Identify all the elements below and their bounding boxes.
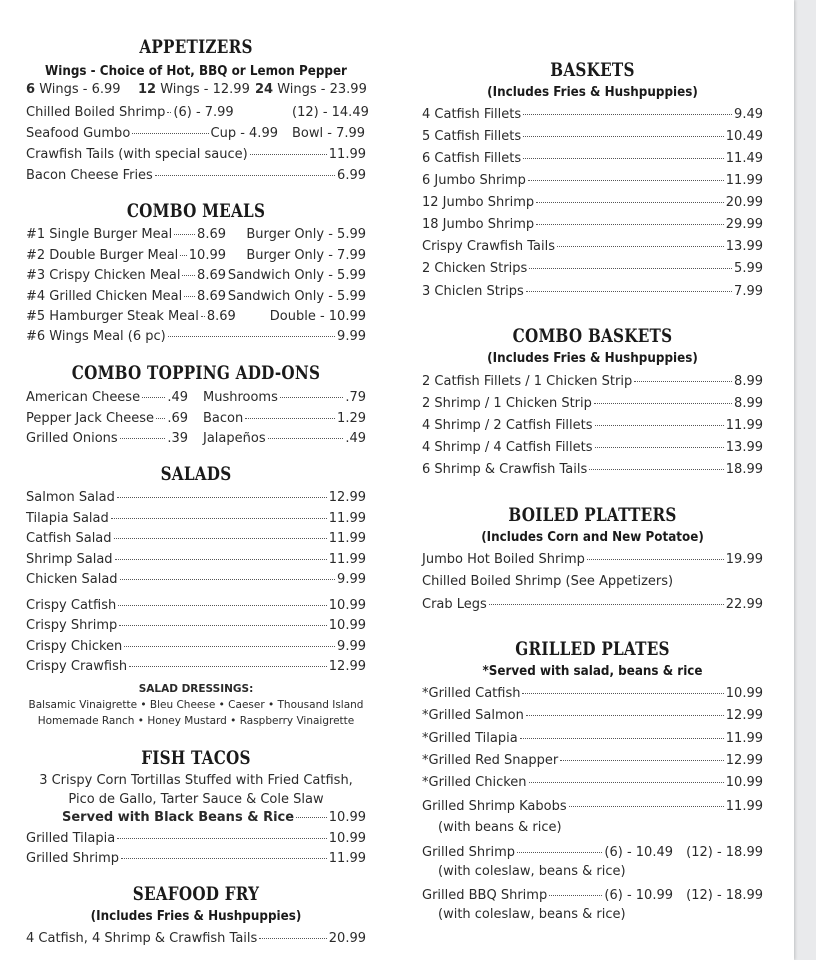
- menu-item: Grilled Shrimp (6) - 10.49: [422, 845, 673, 860]
- dressings-title: SALAD DRESSINGS:: [138, 683, 254, 695]
- menu-item: Crispy Crawfish Tails 13.99: [422, 239, 763, 254]
- menu-item: Seafood Gumbo Cup - 4.99: [26, 126, 278, 141]
- menu-item: *Grilled Salmon 12.99: [422, 708, 763, 723]
- menu-item: *Grilled Tilapia 11.99: [422, 731, 763, 746]
- grilled-plates-subtitle: *Served with salad, beans & rice: [482, 664, 703, 679]
- menu-item: 4 Shrimp / 4 Catfish Fillets 13.99: [422, 440, 763, 455]
- menu-item: American Cheese .49: [26, 390, 188, 405]
- menu-item-price-alt: (12) - 18.99: [686, 888, 763, 903]
- menu-item-note: (with coleslaw, beans & rice): [438, 864, 626, 879]
- grilled-plates-heading: GRILLED PLATES: [515, 638, 670, 660]
- menu-item: Jumbo Hot Boiled Shrimp 19.99: [422, 552, 763, 567]
- menu-item: 4 Catfish Fillets 9.49: [422, 107, 763, 122]
- menu-item: Mushrooms .79: [203, 390, 366, 405]
- baskets-subtitle: (Includes Fries & Hushpuppies): [487, 85, 698, 100]
- menu-item: Chilled Boiled Shrimp (See Appetizers): [422, 574, 674, 589]
- menu-item: Tilapia Salad 11.99: [26, 511, 366, 526]
- menu-item: Grilled Tilapia 10.99: [26, 831, 366, 846]
- menu-item: 6 Jumbo Shrimp 11.99: [422, 173, 763, 188]
- salads-heading: SALADS: [160, 463, 232, 485]
- menu-item: Salmon Salad 12.99: [26, 490, 366, 505]
- menu-item-alt: Burger Only - 5.99: [246, 227, 366, 242]
- menu-item: 2 Shrimp / 1 Chicken Strip 8.99: [422, 396, 763, 411]
- menu-item-alt: Sandwich Only - 5.99: [227, 289, 366, 304]
- menu-item: Pepper Jack Cheese .69: [26, 411, 188, 426]
- appetizers-heading: APPETIZERS: [139, 36, 253, 58]
- menu-item: Crispy Chicken 9.99: [26, 639, 366, 654]
- menu-item: #1 Single Burger Meal 8.69: [26, 227, 226, 242]
- boiled-platters-heading: BOILED PLATTERS: [508, 504, 677, 526]
- menu-item: #6 Wings Meal (6 pc) 9.99: [26, 329, 366, 344]
- menu-item: *Grilled Chicken 10.99: [422, 775, 763, 790]
- menu-item: Grilled Shrimp Kabobs 11.99: [422, 799, 763, 814]
- menu-item-price-alt: (12) - 18.99: [686, 845, 763, 860]
- menu-item: Bacon Cheese Fries 6.99: [26, 168, 366, 183]
- menu-item: Chicken Salad 9.99: [26, 572, 366, 587]
- menu-item-alt: Sandwich Only - 5.99: [227, 268, 366, 283]
- menu-item: Bacon 1.29: [203, 411, 366, 426]
- menu-item: Grilled BBQ Shrimp (6) - 10.99: [422, 888, 673, 903]
- combo-baskets-subtitle: (Includes Fries & Hushpuppies): [487, 351, 698, 366]
- wings-12: 12 Wings - 12.99: [138, 82, 250, 97]
- menu-item: Crispy Crawfish 12.99: [26, 659, 366, 674]
- menu-item: 5 Catfish Fillets 10.49: [422, 129, 763, 144]
- menu-item: 18 Jumbo Shrimp 29.99: [422, 217, 763, 232]
- menu-item: 12 Jumbo Shrimp 20.99: [422, 195, 763, 210]
- menu-item-alt: Burger Only - 7.99: [246, 248, 366, 263]
- menu-item: Grilled Shrimp 11.99: [26, 851, 366, 866]
- toppings-heading: COMBO TOPPING ADD-ONS: [71, 362, 321, 384]
- menu-item: #3 Crispy Chicken Meal 8.69: [26, 268, 226, 283]
- dressings-line: Homemade Ranch • Honey Mustard • Raspberry Vinaigrette: [37, 715, 355, 727]
- menu-item: Served with Black Beans & Rice 10.99: [62, 810, 366, 825]
- menu-item: Crawfish Tails (with special sauce) 11.99: [26, 147, 366, 162]
- combo-baskets-heading: COMBO BASKETS: [512, 325, 673, 347]
- wings-title: Wings - Choice of Hot, BBQ or Lemon Pepper: [45, 64, 347, 79]
- seafood-fry-subtitle: (Includes Fries & Hushpuppies): [90, 909, 302, 924]
- menu-item: Crispy Shrimp 10.99: [26, 618, 366, 633]
- wings-24: 24 Wings - 23.99: [255, 82, 367, 97]
- menu-item: #5 Hamburger Steak Meal 8.69: [26, 309, 236, 324]
- boiled-platters-subtitle: (Includes Corn and New Potatoe): [481, 530, 704, 545]
- menu-item: Jalapeños .49: [203, 431, 366, 446]
- menu-item: Crispy Catfish 10.99: [26, 598, 366, 613]
- fish-tacos-desc: Pico de Gallo, Tarter Sauce & Cole Slaw: [68, 792, 324, 807]
- wings-6: 6 Wings - 6.99: [26, 82, 121, 97]
- menu-item-price-alt: Bowl - 7.99: [292, 126, 366, 141]
- menu-item: *Grilled Red Snapper 12.99: [422, 753, 763, 768]
- menu-item-price-alt: (12) - 14.49: [292, 105, 369, 120]
- menu-item: 4 Catfish, 4 Shrimp & Crawfish Tails 20.99: [26, 931, 366, 946]
- seafood-fry-heading: SEAFOOD FRY: [132, 883, 260, 905]
- menu-item: Catfish Salad 11.99: [26, 531, 366, 546]
- menu-item: Grilled Onions .39: [26, 431, 188, 446]
- combo-meals-heading: COMBO MEALS: [126, 200, 266, 222]
- menu-item-alt: Double - 10.99: [269, 309, 366, 324]
- menu-item: 6 Catfish Fillets 11.49: [422, 151, 763, 166]
- dressings-line: Balsamic Vinaigrette • Bleu Cheese • Caeser • Thousand Island: [28, 699, 364, 711]
- menu-item: 4 Shrimp / 2 Catfish Fillets 11.99: [422, 418, 763, 433]
- menu-item: #2 Double Burger Meal 10.99: [26, 248, 226, 263]
- menu-item: 2 Catfish Fillets / 1 Chicken Strip 8.99: [422, 374, 763, 389]
- menu-item: Crab Legs 22.99: [422, 597, 763, 612]
- fish-tacos-heading: FISH TACOS: [141, 747, 251, 769]
- menu-item: 6 Shrimp & Crawfish Tails 18.99: [422, 462, 763, 477]
- menu-item: 2 Chicken Strips 5.99: [422, 261, 763, 276]
- menu-item-note: (with coleslaw, beans & rice): [438, 907, 626, 922]
- menu-item-note: (with beans & rice): [438, 820, 562, 835]
- menu-item: 3 Chiclen Strips 7.99: [422, 284, 763, 299]
- menu-item: Chilled Boiled Shrimp (6) - 7.99: [26, 105, 234, 120]
- baskets-heading: BASKETS: [550, 59, 635, 81]
- fish-tacos-desc: 3 Crispy Corn Tortillas Stuffed with Fried Catfish,: [39, 773, 353, 788]
- menu-item: *Grilled Catfish 10.99: [422, 686, 763, 701]
- menu-item: Shrimp Salad 11.99: [26, 552, 366, 567]
- menu-item: #4 Grilled Chicken Meal 8.69: [26, 289, 226, 304]
